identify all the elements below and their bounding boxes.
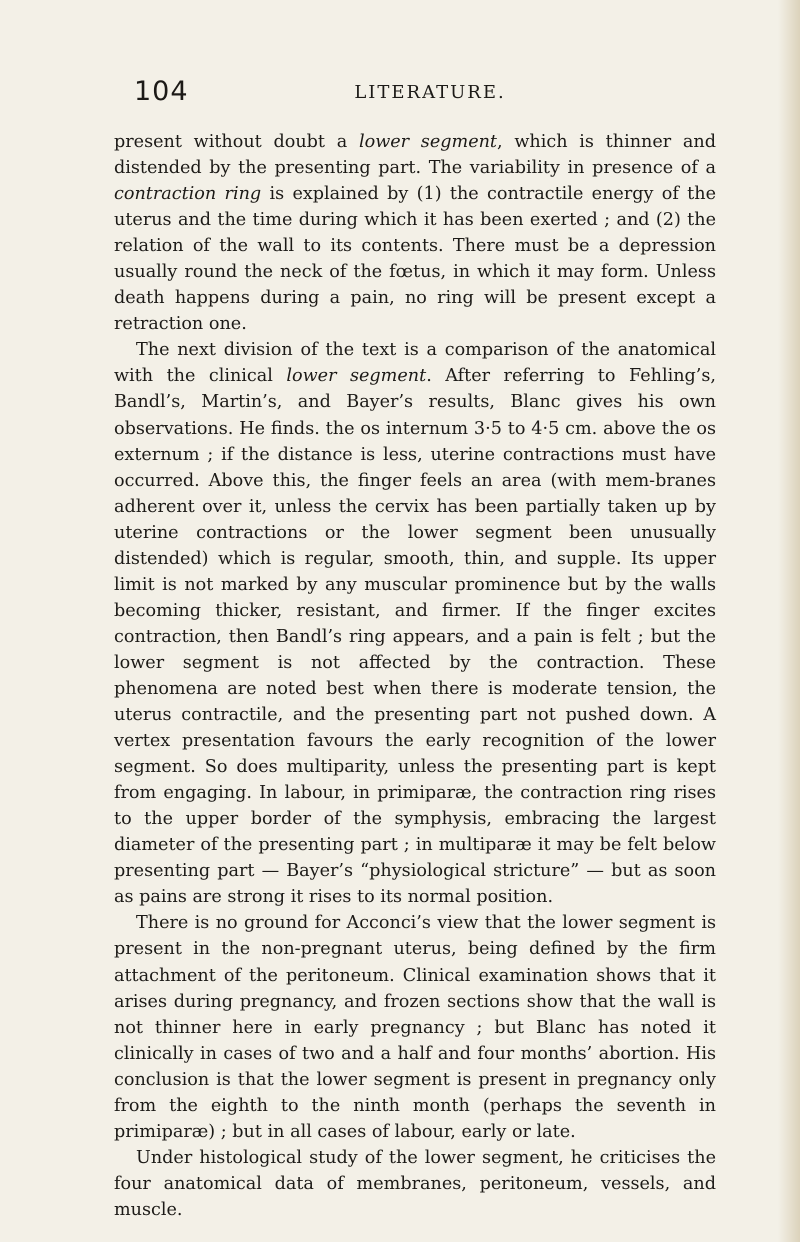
text-run: is explained by (1) the contractile energy of the uterus and the time during which it has been exerted ; and (2) the relation of the wall to its contents. There must be a depression usually round the neck of the fœtus, in which it may form. Unless death happens during a pain, no ring will be present except a retraction one. — [114, 184, 716, 335]
text-run: Under histological study of the lower segment, he criticises the four anatomical data of membranes, peritoneum, vessels, and muscle. — [114, 1147, 716, 1220]
italic-phrase: lower segment — [286, 366, 427, 387]
text-run: There is no ground for Acconci’s view that the lower segment is present in the non-pregnant uterus, being defined by the firm attachment of the peritoneum. Clinical examination shows that it arises during pregnancy, and frozen sections show that the wall is not thinner here in early pregnancy ; but Blanc has noted it clinically in cases of two and a half and four months’ abortion. His conclusion is that the lower segment is present in pregnancy only from the eighth to the ninth month (perhaps the seventh in primiparæ) ; but in all cases of labour, early or late. — [114, 913, 716, 1142]
text-run: . After referring to Fehling’s, Bandl’s, Martin’s, and Bayer’s results, Blanc gives his own observations. He finds. the os internum 3·5 to 4·5 cm. above the os externum ; if the distance is less, uterine contractions must have occurred. Above this, the finger feels an area (with mem-branes adherent over it, unless the cervix has been partially taken up by uterine contractions or the lower segment been unusually distended) which is regular, smooth, thin, and supple. Its upper limit is not marked by any muscular prominence but by the walls becoming thicker, resistant, and firmer. If the finger excites contraction, then Bandl’s ring appears, and a pain is felt ; but the lower segment is not affected by the contraction. These phenomena are noted best when there is moderate tension, the uterus contractile, and the presenting part not pushed down. A vertex presentation favours the early recognition of the lower segment. So does multiparity, unless the presenting part is kept from engaging. In labour, in primiparæ, the contraction ring rises to the upper border of the symphysis, embracing the largest diameter of the presenting part ; in multiparæ it may be felt below presenting part — Bayer’s “physiological stricture” — but as soon as pains are strong it rises to its normal position. — [114, 366, 717, 908]
italic-phrase: lower segment — [358, 132, 498, 152]
text-run: The next division of the text is a comparison of the anatomical with the clinical — [114, 340, 716, 387]
text-run: , which is thinner and distended by the presenting part. The variability in presence of a — [114, 132, 717, 179]
running-title: LITERATURE. — [354, 82, 506, 103]
paragraph — [114, 1145, 716, 1223]
running-head — [114, 72, 716, 116]
page-number: 104 — [134, 76, 189, 107]
paragraph — [114, 910, 716, 1144]
paragraph — [114, 337, 716, 910]
body-text — [114, 129, 716, 1223]
paragraph — [114, 129, 716, 337]
italic-phrase: contraction ring — [114, 184, 262, 205]
text-run: present without doubt a — [114, 132, 359, 152]
page-edge-shadow — [778, 0, 800, 1242]
